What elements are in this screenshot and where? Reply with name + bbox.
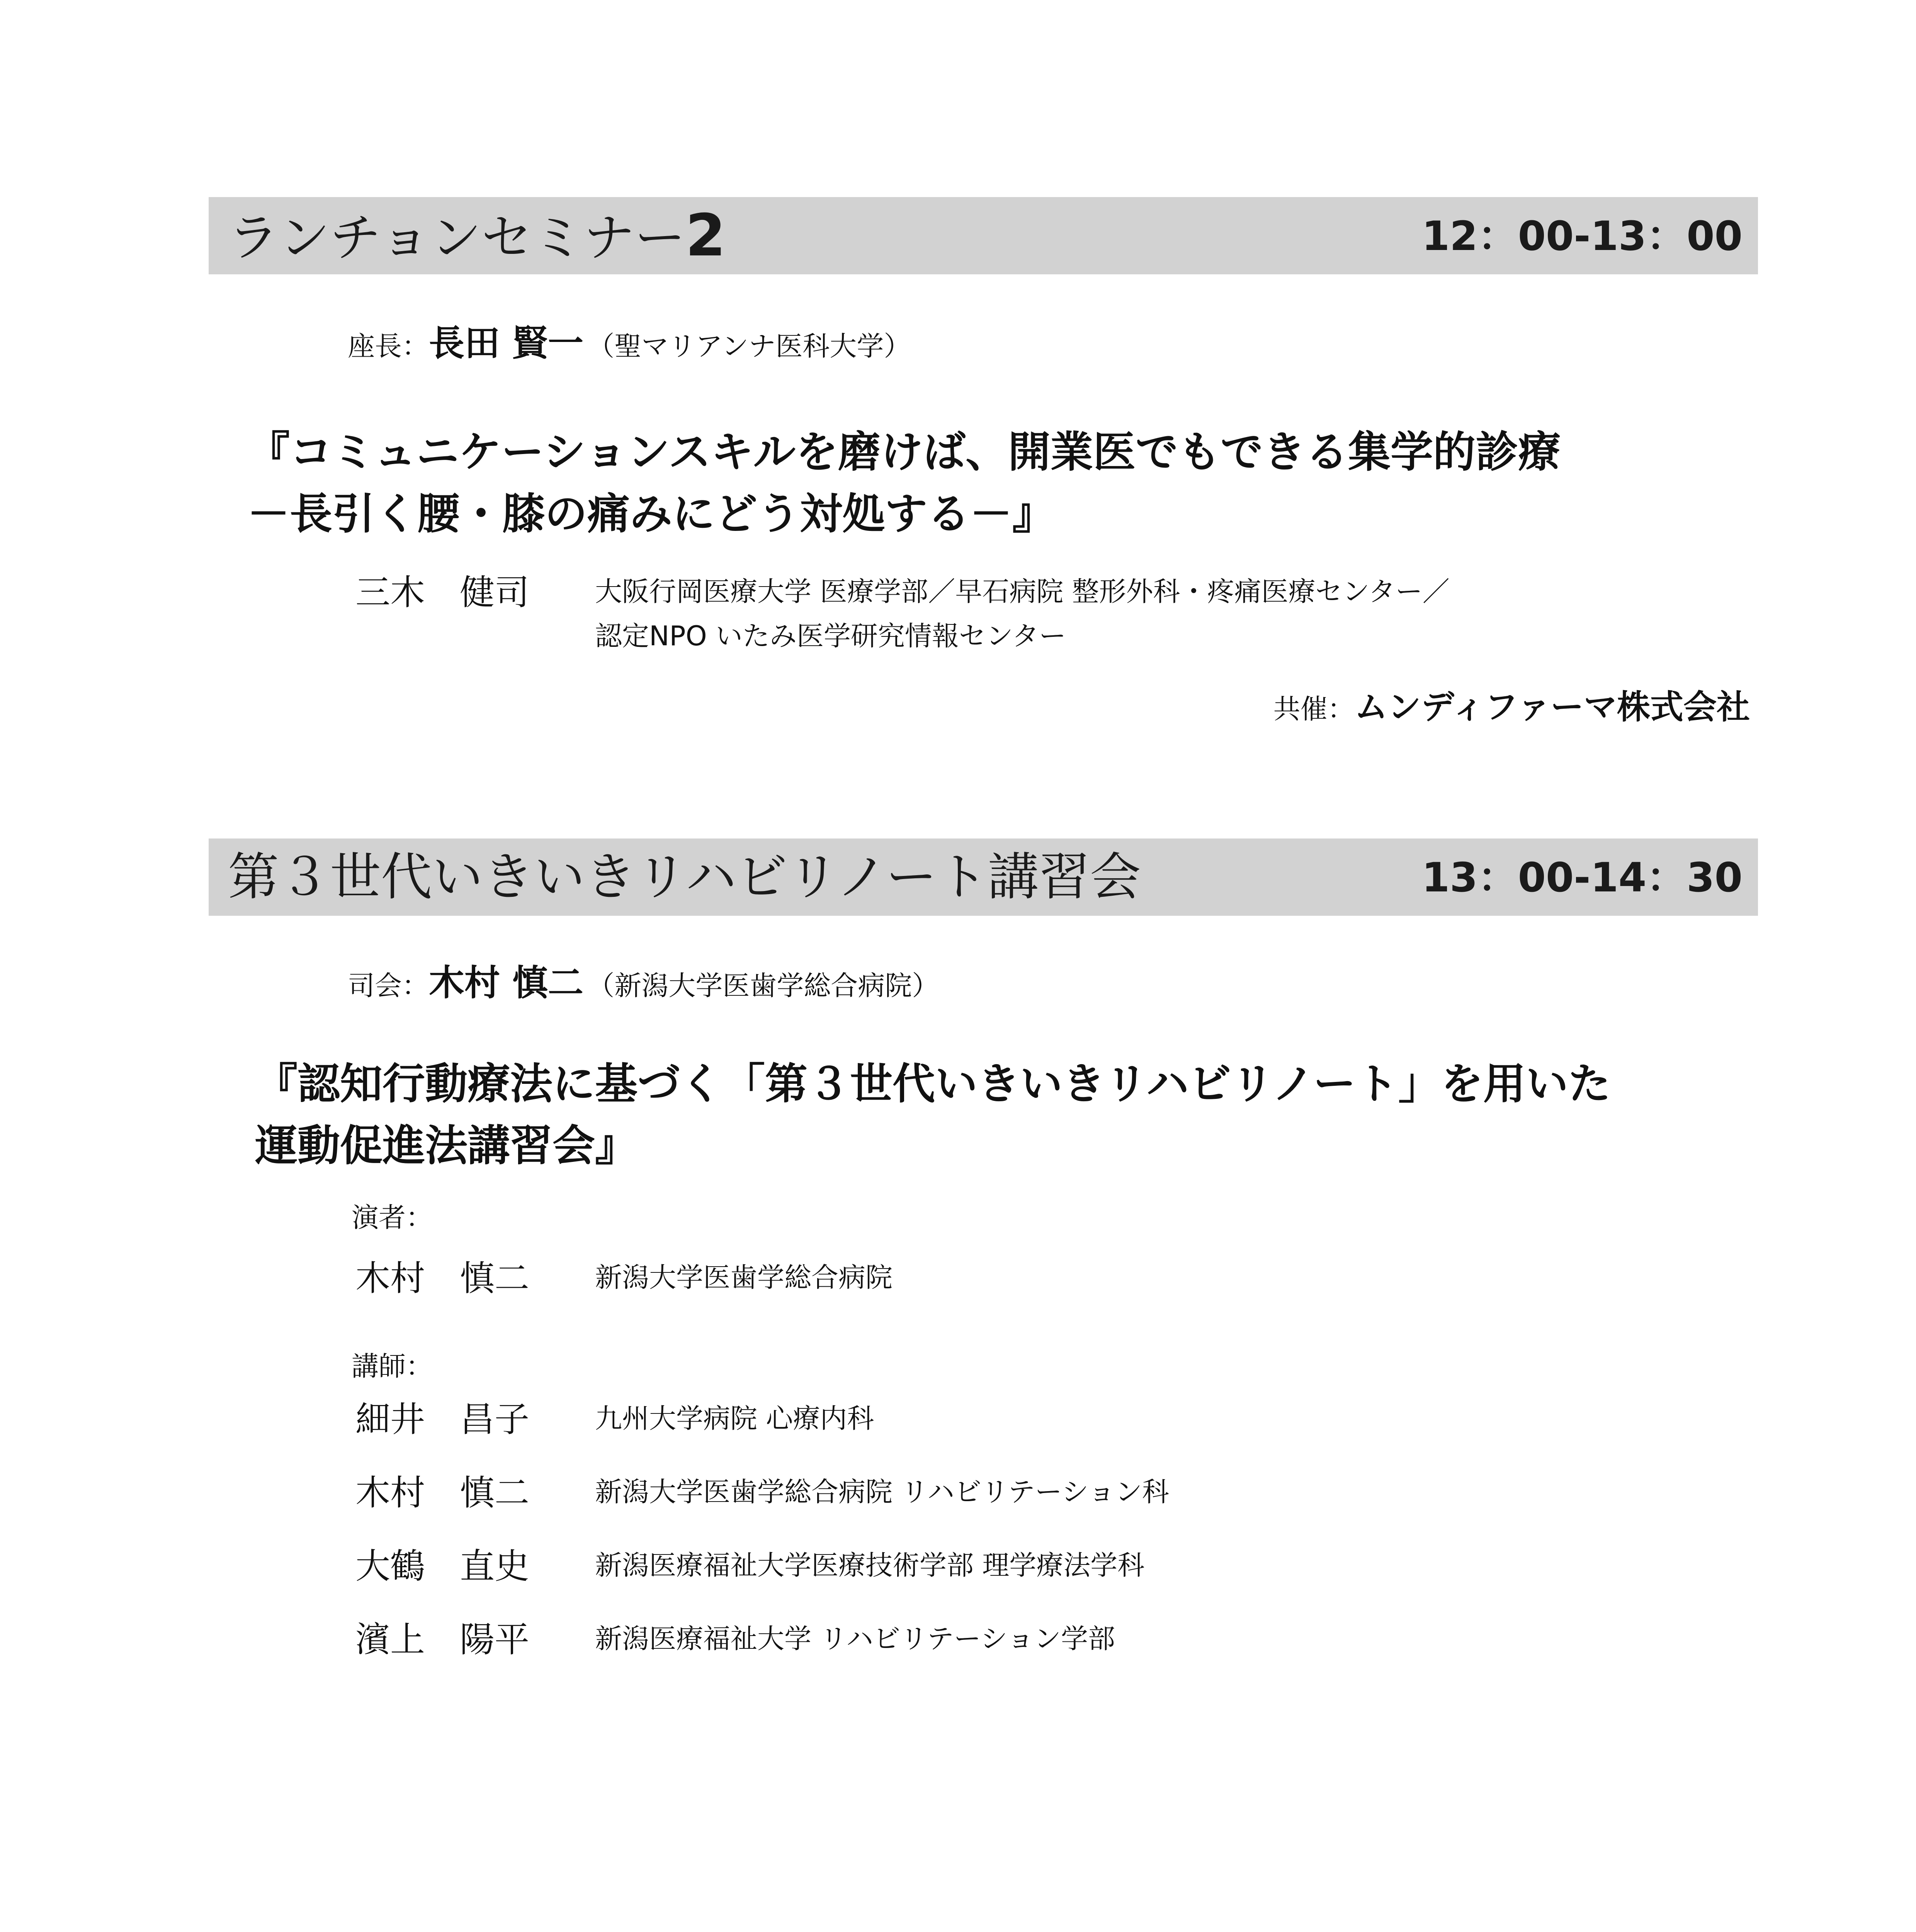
workshop-mc — [348, 954, 939, 1005]
lecturer-affiliation: 新潟大学医歯学総合病院 リハビリテーション科 — [595, 1476, 1169, 1508]
seminar-speaker-affiliation-line1: 大阪行岡医療大学 医療学部／早石病院 整形外科・疼痛医療センター／ — [595, 576, 1450, 607]
lecturer-affiliation: 九州大学病院 心療内科 — [595, 1403, 874, 1434]
seminar-title: ランチョンセミナー2 — [228, 202, 726, 269]
workshop-time: 13：00-14：30 — [1421, 854, 1743, 901]
mc-affiliation: （新潟大学医歯学総合病院） — [587, 970, 939, 1002]
mc-name: 木村 慎二 — [429, 962, 584, 1003]
seminar-time: 12：00-13：00 — [1421, 213, 1743, 260]
chair-label: 座長： — [348, 330, 429, 362]
seminar-sponsor — [1273, 680, 1750, 728]
seminar-chair — [348, 315, 911, 366]
lecturer-name: 濱上 陽平 — [355, 1619, 529, 1660]
seminar-number: 2 — [685, 202, 726, 269]
workshop-header-band — [209, 838, 1758, 916]
sponsor-name: ムンディファーマ株式会社 — [1354, 688, 1750, 726]
lecturer-affiliation: 新潟医療福祉大学 リハビリテーション学部 — [595, 1623, 1115, 1655]
performer-name: 木村 慎二 — [355, 1258, 529, 1299]
sponsor-label: 共催： — [1273, 693, 1355, 725]
seminar-speaker-name: 三木 健司 — [355, 572, 529, 613]
workshop-talk-title-line1: 『認知行動療法に基づく「第３世代いきいきリハビリノート」を用いた — [255, 1059, 1611, 1109]
lecturer-name: 大鶴 直史 — [355, 1546, 529, 1587]
chair-affiliation: （聖マリアンナ医科大学） — [587, 330, 911, 362]
performer-affiliation: 新潟大学医歯学総合病院 — [595, 1262, 893, 1293]
workshop-talk-title-line2: 運動促進法講習会』 — [255, 1121, 638, 1170]
lecturer-name: 木村 慎二 — [355, 1473, 529, 1513]
lecturer-affiliation: 新潟医療福祉大学医療技術学部 理学療法学科 — [595, 1549, 1145, 1581]
workshop-title: 第３世代いきいきリハビリノート講習会 — [228, 847, 1141, 907]
chair-name: 長田 賢一 — [429, 323, 584, 364]
seminar-talk-title-line1: 『コミュニケーションスキルを磨けば、開業医でもできる集学的診療 — [247, 427, 1561, 477]
lecturers-label: 講師： — [352, 1350, 433, 1382]
lecturer-name: 細井 昌子 — [355, 1399, 529, 1440]
mc-label: 司会： — [348, 970, 429, 1002]
seminar-header-band — [209, 197, 1758, 274]
seminar-speaker-affiliation-line2: 認定NPO いたみ医学研究情報センター — [595, 620, 1066, 652]
seminar-talk-title-line2: －長引く腰・膝の痛みにどう対処する－』 — [247, 489, 1055, 539]
performers-label: 演者： — [352, 1202, 433, 1233]
